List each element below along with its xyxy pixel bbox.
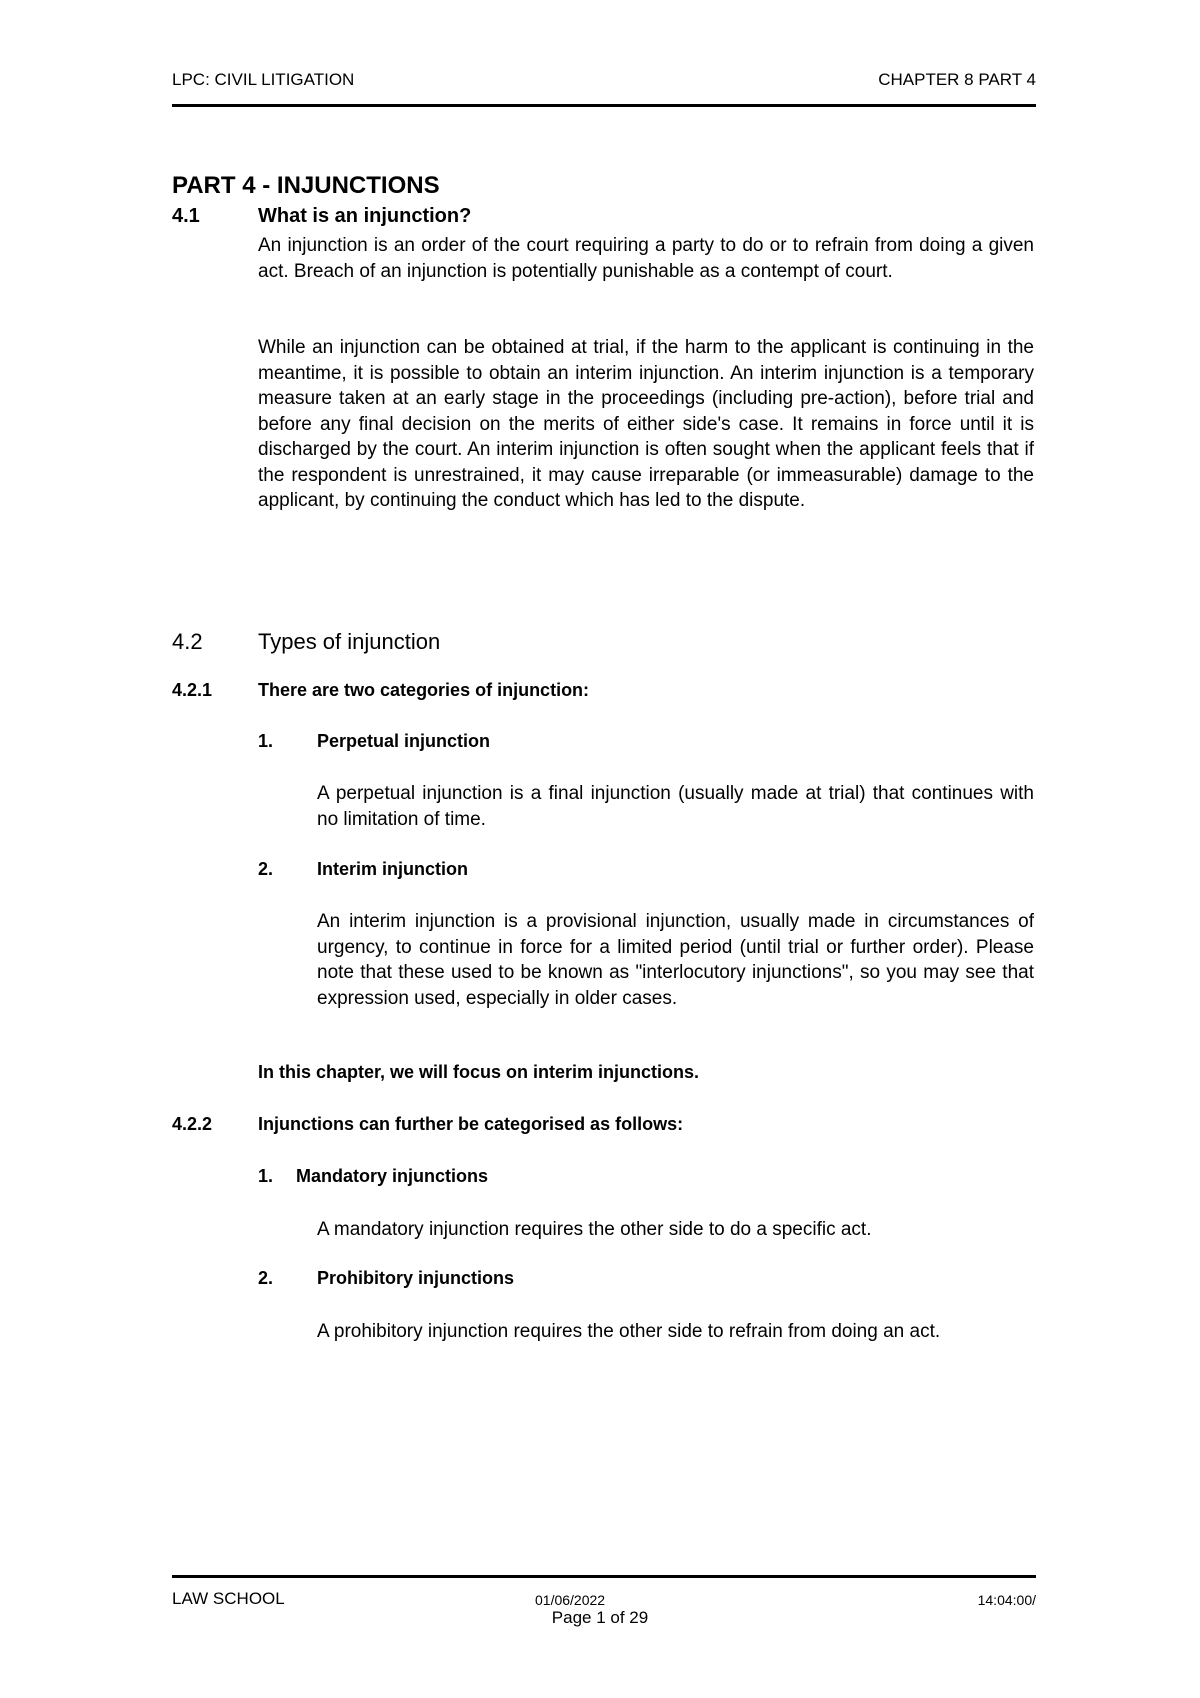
subsection-number-4-2-2: 4.2.2 bbox=[172, 1114, 213, 1134]
section-heading-4-2: Types of injunction bbox=[258, 629, 441, 654]
footer-divider bbox=[172, 1575, 1036, 1578]
footer-time: 14:04:00/ bbox=[977, 1592, 1036, 1608]
section-number-4-2: 4.2 bbox=[172, 629, 203, 654]
footer-school: LAW SCHOOL bbox=[172, 1589, 285, 1608]
list-item-number: 2. bbox=[258, 1268, 274, 1288]
subsection-heading-4-2-1: There are two categories of injunction: bbox=[258, 680, 590, 700]
focus-statement: In this chapter, we will focus on interim injunctions. bbox=[258, 1062, 700, 1082]
list-item-title-perpetual: Perpetual injunction bbox=[317, 731, 491, 751]
list-item-text-perpetual: A perpetual injunction is a final injunction (usually made at trial) that continues with no limitation of time. bbox=[317, 783, 1034, 830]
part-title: PART 4 - INJUNCTIONS bbox=[172, 172, 440, 199]
section-heading-4-1: What is an injunction? bbox=[258, 205, 472, 227]
list-item-number: 2. bbox=[258, 859, 274, 879]
section-number-4-1: 4.1 bbox=[172, 205, 200, 227]
paragraph-injunction-definition: An injunction is an order of the court requiring a party to do or to refrain from doing a given act. Breach of an injunction is potentially punishable as a contempt of court. bbox=[258, 235, 1034, 282]
list-item-title-interim: Interim injunction bbox=[317, 859, 468, 879]
paragraph-interim-injunction: While an injunction can be obtained at trial, if the harm to the applicant is continuing in the meantime, it is possible to obtain an interim injunction. An interim injunction is a temporary measure taken at an early stage in the proceedings (including pre-action), before trial and before any final decision on the merits of either side's case. It remains in force until it is discharged by the court. An interim injunction is often sought when the applicant feels that if the respondent is unrestrained, it may cause irreparable (or immeasurable) damage to the applicant, by continuing the conduct which has led to the dispute. bbox=[258, 337, 1034, 511]
header-chapter: CHAPTER 8 PART 4 bbox=[878, 70, 1036, 89]
list-item-title-mandatory: Mandatory injunctions bbox=[296, 1166, 489, 1186]
list-item-number: 1. bbox=[258, 731, 274, 751]
footer-page-number: Page 1 of 29 bbox=[551, 1608, 649, 1627]
subsection-number-4-2-1: 4.2.1 bbox=[172, 680, 213, 700]
list-item-text-interim: An interim injunction is a provisional injunction, usually made in circumstances of urgency, to continue in force for a limited period (until trial or further order). Please note that these used to be known as "interlocutory injunctions", so you may see that expression used, especially in older cases. bbox=[317, 911, 1034, 1009]
header-course-title: LPC: CIVIL LITIGATION bbox=[172, 70, 355, 89]
list-item-number: 1. bbox=[258, 1166, 274, 1186]
list-item-title-prohibitory: Prohibitory injunctions bbox=[317, 1268, 514, 1288]
footer-date: 01/06/2022 bbox=[535, 1592, 606, 1608]
list-item-text-prohibitory: A prohibitory injunction requires the other side to refrain from doing an act. bbox=[317, 1321, 941, 1342]
header-divider bbox=[172, 104, 1036, 107]
subsection-heading-4-2-2: Injunctions can further be categorised as follows: bbox=[258, 1114, 684, 1134]
list-item-text-mandatory: A mandatory injunction requires the other side to do a specific act. bbox=[317, 1219, 872, 1240]
